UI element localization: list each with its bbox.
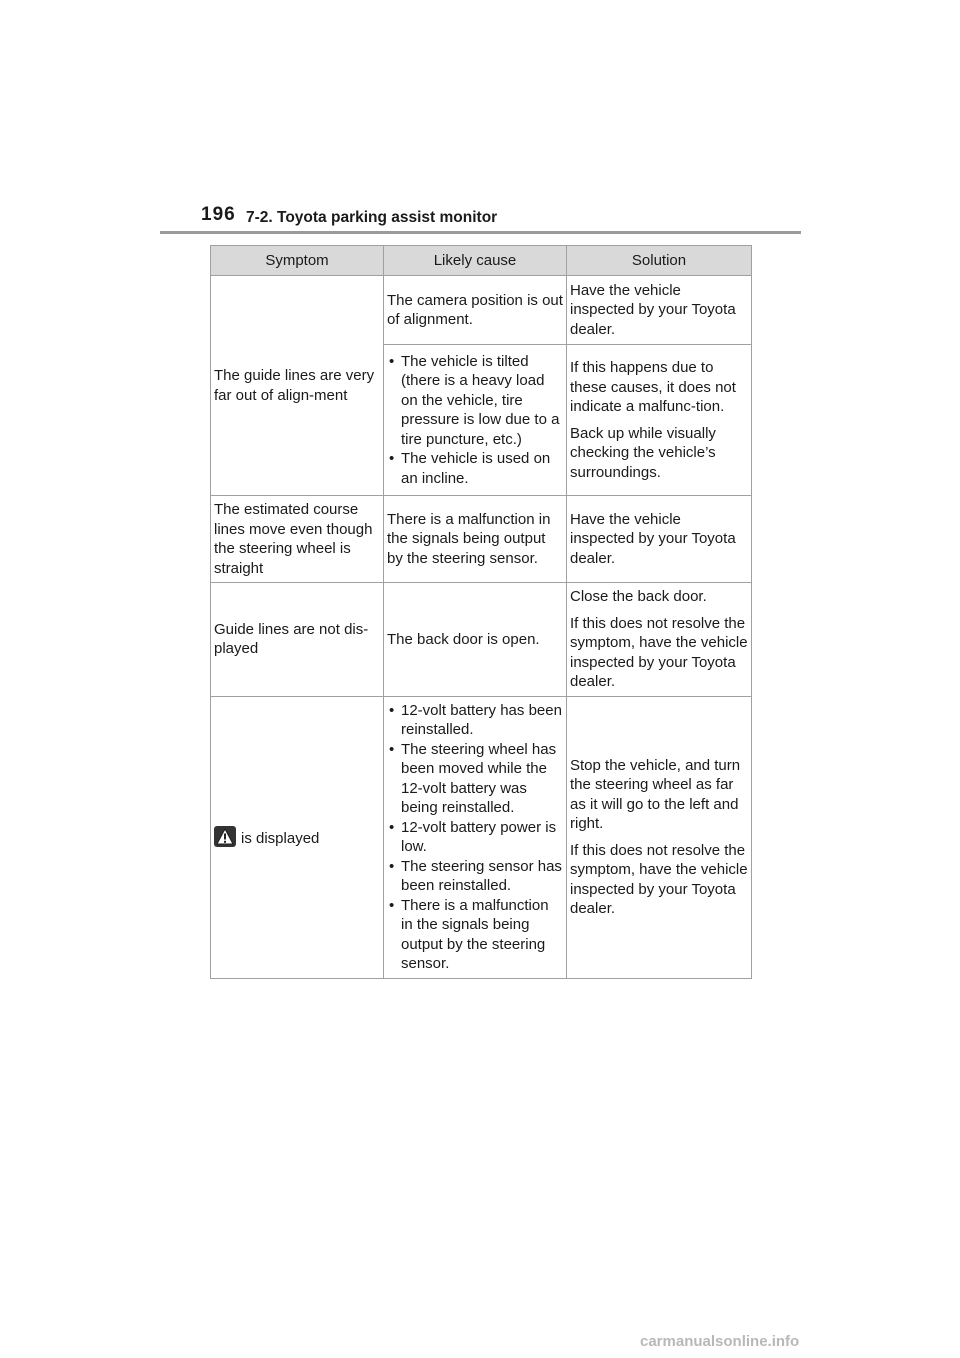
solution-text: Back up while visually checking the vehicle’s surroundings. bbox=[570, 424, 716, 481]
watermark: carmanualsonline.info bbox=[640, 1333, 800, 1350]
cause-text: The camera position is out of alignment. bbox=[387, 291, 563, 328]
warning-icon bbox=[214, 826, 236, 847]
column-header-symptom: Symptom bbox=[211, 246, 384, 276]
cause-cell bbox=[384, 696, 567, 978]
header-rule bbox=[160, 231, 801, 234]
solution-cell bbox=[567, 583, 752, 697]
table-row bbox=[211, 496, 752, 583]
column-header-solution: Solution bbox=[567, 246, 752, 276]
list-item: • The steering wheel has been moved while the 12-volt battery was being reinstalled. bbox=[387, 740, 563, 818]
solution-text: Close the back door. bbox=[570, 588, 707, 605]
warning-triangle-glyph bbox=[216, 828, 234, 845]
table-row bbox=[211, 696, 752, 978]
list-item: • The steering sensor has been reinstalled. bbox=[387, 857, 563, 896]
list-item: • There is a malfunction in the signals being output by the steering sensor. bbox=[387, 896, 563, 974]
troubleshooting-table bbox=[210, 245, 752, 979]
cause-cell bbox=[384, 276, 567, 345]
cause-cell bbox=[384, 345, 567, 496]
cause-text: The back door is open. bbox=[387, 630, 540, 648]
symptom-text: is displayed bbox=[241, 829, 320, 847]
solution-cell bbox=[567, 345, 752, 496]
symptom-text: The estimated course lines move even though the steering wheel is straight bbox=[214, 501, 373, 577]
section-title: 7-2. Toyota parking assist monitor bbox=[246, 209, 498, 226]
cause-text: There is a malfunction in the signals being output by the steering sensor. bbox=[387, 510, 551, 567]
cause-list bbox=[387, 352, 563, 489]
cause-list bbox=[387, 701, 563, 974]
solution-text: Have the vehicle inspected by your Toyota dealer. bbox=[570, 510, 736, 567]
solution-cell bbox=[567, 496, 752, 583]
symptom-line bbox=[214, 826, 380, 849]
solution-text: If this happens due to these causes, it does not indicate a malfunc-tion. bbox=[570, 359, 736, 415]
table-header-row bbox=[211, 246, 752, 276]
symptom-cell bbox=[211, 496, 384, 583]
cause-cell bbox=[384, 583, 567, 697]
symptom-text: The guide lines are very far out of align-ment bbox=[214, 367, 375, 404]
symptom-text: Guide lines are not dis-played bbox=[214, 620, 369, 658]
solution-cell bbox=[567, 696, 752, 978]
list-item: • 12-volt battery power is low. bbox=[387, 818, 563, 857]
solution-text: Have the vehicle inspected by your Toyota dealer. bbox=[570, 281, 736, 338]
solution-text: If this does not resolve the symptom, have the vehicle inspected by your Toyota dealer. bbox=[570, 841, 748, 917]
solution-text: Stop the vehicle, and turn the steering wheel as far as it will go to the left and right. bbox=[570, 756, 741, 832]
list-item: • The vehicle is tilted (there is a heavy load on the vehicle, tire pressure is low due to a tire puncture, etc.) bbox=[387, 352, 563, 450]
solution-cell bbox=[567, 276, 752, 345]
symptom-cell bbox=[211, 696, 384, 978]
column-header-likely-cause: Likely cause bbox=[384, 246, 567, 276]
list-item: • The vehicle is used on an incline. bbox=[387, 449, 563, 488]
cause-cell bbox=[384, 496, 567, 583]
symptom-cell bbox=[211, 583, 384, 697]
solution-text: If this does not resolve the symptom, have the vehicle inspected by your Toyota dealer. bbox=[570, 614, 748, 690]
table-row bbox=[211, 583, 752, 697]
table-row bbox=[211, 276, 752, 345]
page-number: 196 bbox=[201, 204, 236, 225]
list-item: • 12-volt battery has been reinstalled. bbox=[387, 701, 563, 740]
symptom-cell bbox=[211, 276, 384, 496]
